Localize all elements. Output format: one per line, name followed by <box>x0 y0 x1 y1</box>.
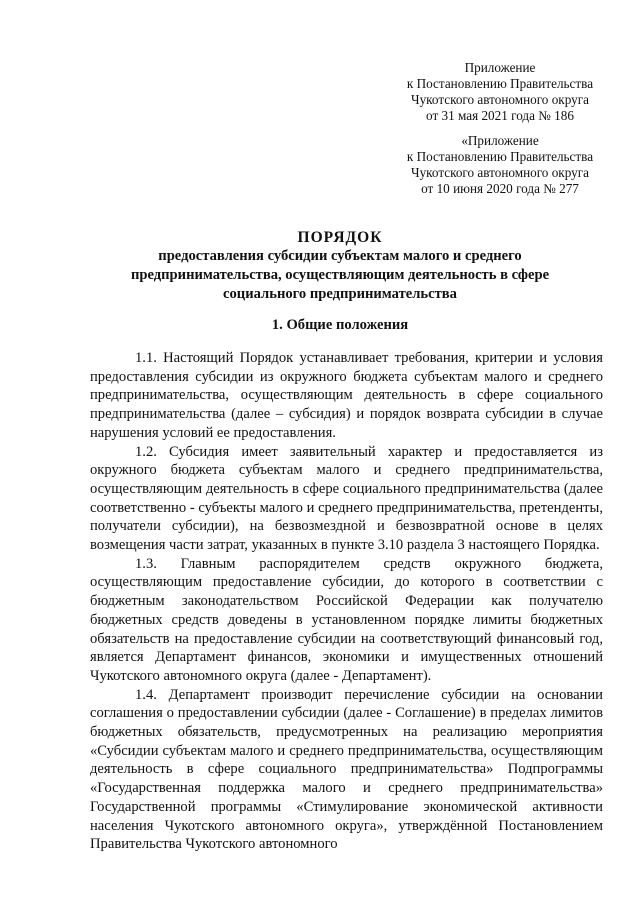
document-title: ПОРЯДОК <box>297 229 383 246</box>
appendix-line: к Постановлению Правительства <box>406 76 594 91</box>
appendix-line: «Приложение <box>461 133 539 148</box>
appendix-header-current <box>400 60 600 124</box>
appendix-header-original <box>400 133 600 197</box>
paragraph-1-2: 1.2. Субсидия имеет заявительный характер и предоставляется из окружного бюджета субъектам малого и среднего предпринимательства, осуществляющим деятельность в сфере социального предпринимательства (далее соответственно - субъекты малого и среднего предпринимательства, претенденты, получатели субсидии), на безвозмездной и безвозвратной основе в целях возмещения части затрат, указанных в пункте 3.10 раздела 3 настоящего Порядка. <box>90 443 603 554</box>
paragraph-1-4: 1.4. Департамент производит перечисление субсидии на основании соглашения о предоставлении субсидии (далее - Соглашение) в пределах лимитов бюджетных обязательств, предусмотренных на реализацию мероприятия «Субсидии субъектам малого и среднего предпринимательства, осуществляющим деятельность в сфере социального предпринимательства» Подпрограммы «Государственная поддержка малого и среднего предпринимательства» Государственной программы «Стимулирование экономической активности населения Чукотского автономного округа», утверждённой Постановлением Правительства Чукотского автономного <box>90 686 603 853</box>
appendix-line: Чукотского автономного округа <box>411 92 589 107</box>
paragraph-1-1: 1.1. Настоящий Порядок устанавливает требования, критерии и условия предоставления субсидии из окружного бюджета субъектам малого и среднего предпринимательства, осуществляющим деятельность в сфере социального предпринимательства (далее – субсидия) и порядок возврата субсидии в случае нарушения условий ее предоставления. <box>90 350 603 441</box>
document-title-block <box>90 228 590 304</box>
appendix-line: к Постановлению Правительства <box>406 149 594 164</box>
subtitle-line: социального предпринимательства <box>223 286 457 302</box>
paragraph-1-3: 1.3. Главным распорядителем средств окружного бюджета, осуществляющим предоставление субсидии, до которого в соответствии с бюджетным законодательством Российской Федерации как получателю бюджетных средств доведены в установленном порядке лимиты бюджетных обязательств на предоставление субсидии на соответствующий финансовый год, является Департамент финансов, экономики и имущественных отношений Чукотского автономного округа (далее - Департамент). <box>90 555 603 684</box>
appendix-line: Приложение <box>464 60 536 75</box>
subtitle-line: предпринимательства, осуществляющим деятельность в сфере <box>130 267 550 283</box>
subtitle-line: предоставления субсидии субъектам малого и среднего <box>158 248 522 264</box>
document-subtitle <box>90 247 590 304</box>
appendix-line: от 31 мая 2021 года № 186 <box>426 108 574 123</box>
appendix-line: Чукотского автономного округа <box>411 165 589 180</box>
document-body <box>90 349 603 854</box>
appendix-line: от 10 июня 2020 года № 277 <box>421 181 579 196</box>
section-heading: 1. Общие положения <box>271 317 409 333</box>
